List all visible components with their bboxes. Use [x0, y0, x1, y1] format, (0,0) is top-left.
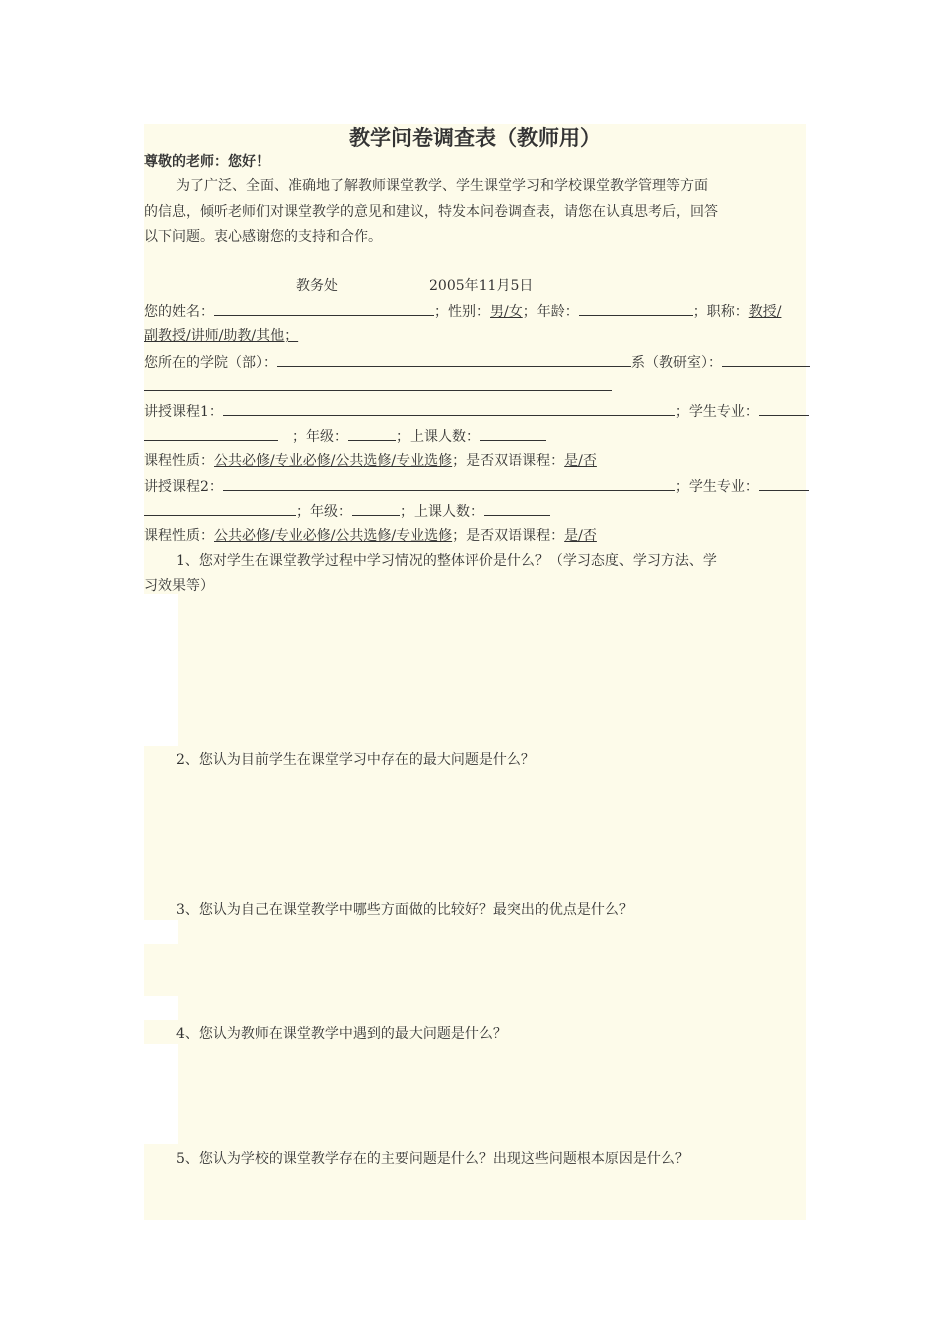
course1-detail-row: [144, 426, 546, 447]
intro-line-2: 的信息，倾听老师们对课堂教学的意见和建议，特发本问卷调查表，请您在认真思考后，回答: [144, 204, 718, 220]
course1-bilingual-options[interactable]: 是/否: [564, 453, 597, 469]
course1-row: [144, 401, 809, 422]
dept-field-continued[interactable]: [144, 376, 612, 391]
course1-grade-field[interactable]: [348, 426, 396, 441]
form-background-q4: [178, 996, 806, 1020]
course1-major-label: ；学生专业：: [674, 404, 759, 420]
course1-field[interactable]: [223, 401, 675, 416]
course2-grade-field[interactable]: [352, 501, 400, 516]
name-label: 您的姓名：: [144, 304, 214, 320]
course1-grade-label: ；年级：: [292, 429, 348, 445]
form-background-q3: [178, 920, 806, 944]
personal-info-row: [144, 301, 781, 322]
course2-major-field-continued[interactable]: [144, 501, 296, 516]
issue-date: 2005年11月5日: [429, 278, 534, 294]
course1-major-field[interactable]: [759, 401, 809, 416]
question-4: 4、您认为教师在课堂教学中遇到的最大问题是什么？: [176, 1026, 507, 1042]
dept-label: 系（教研室）：: [631, 355, 722, 371]
course2-major-label: ；学生专业：: [674, 479, 759, 495]
age-field[interactable]: [579, 301, 693, 316]
course2-nature-options[interactable]: 公共必修/专业必修/公共选修/专业选修: [214, 528, 453, 544]
college-label: 您所在的学院（部）：: [144, 355, 277, 371]
question-1-continued: 习效果等）: [144, 578, 214, 594]
course2-bilingual-options[interactable]: 是/否: [564, 528, 597, 544]
form-background-q3b: [144, 944, 806, 996]
gender-label: ；性别：: [434, 304, 490, 320]
form-background-q4c: [178, 1044, 806, 1144]
course1-nature-row: [144, 451, 597, 471]
age-label: ；年龄：: [522, 304, 579, 320]
course2-label: 讲授课程2：: [144, 479, 223, 495]
college-row: [144, 352, 810, 373]
course2-nature-row: [144, 526, 597, 546]
course2-field[interactable]: [223, 476, 675, 491]
title-options-1[interactable]: 教授/: [748, 304, 782, 320]
course2-students-label: ；上课人数：: [400, 504, 484, 520]
question-5: 5、您认为学校的课堂教学存在的主要问题是什么？出现这些问题根本原因是什么？: [176, 1151, 689, 1167]
title-options-row: [144, 326, 298, 346]
intro-line-1: 为了广泛、全面、准确地了解教师课堂教学、学生课堂学习和学校课堂教学管理等方面: [176, 178, 708, 194]
course1-students-field[interactable]: [480, 426, 546, 441]
page-title: 教学问卷调查表（教师用）: [349, 125, 601, 150]
issuer: 教务处: [296, 278, 338, 294]
intro-line-3: 以下问题。衷心感谢您的支持和合作。: [144, 229, 382, 245]
course2-grade-label: ；年级：: [296, 504, 352, 520]
form-background-q1: [178, 594, 806, 746]
college-field[interactable]: [277, 352, 631, 367]
title-label: ；职称：: [692, 304, 749, 320]
course2-students-field[interactable]: [484, 501, 550, 516]
dept-field[interactable]: [722, 352, 810, 367]
course2-bilingual-label: ；是否双语课程：: [452, 528, 565, 544]
name-field[interactable]: [214, 301, 434, 316]
course1-nature-label: 课程性质：: [144, 453, 214, 469]
greeting: 尊敬的老师：您好！: [144, 154, 270, 170]
dept-continue-row: [144, 376, 612, 397]
course1-major-field-continued[interactable]: [144, 426, 278, 441]
form-background-q2: [144, 746, 806, 920]
course1-bilingual-label: ；是否双语课程：: [452, 453, 565, 469]
course1-label: 讲授课程1：: [144, 404, 223, 420]
question-1: 1、您对学生在课堂教学过程中学习情况的整体评价是什么？（学习态度、学习方法、学: [176, 553, 717, 569]
course2-row: [144, 476, 809, 497]
question-3: 3、您认为自己在课堂教学中哪些方面做的比较好？最突出的优点是什么？: [176, 902, 633, 918]
question-2: 2、您认为目前学生在课堂学习中存在的最大问题是什么？: [176, 752, 535, 768]
course2-nature-label: 课程性质：: [144, 528, 214, 544]
course1-nature-options[interactable]: 公共必修/专业必修/公共选修/专业选修: [214, 453, 453, 469]
course1-students-label: ；上课人数：: [396, 429, 480, 445]
title-options-2[interactable]: 副教授/讲师/助教/其他；: [144, 328, 299, 344]
course2-major-field[interactable]: [759, 476, 809, 491]
course2-detail-row: [144, 501, 550, 522]
gender-options[interactable]: 男/女: [490, 304, 523, 320]
